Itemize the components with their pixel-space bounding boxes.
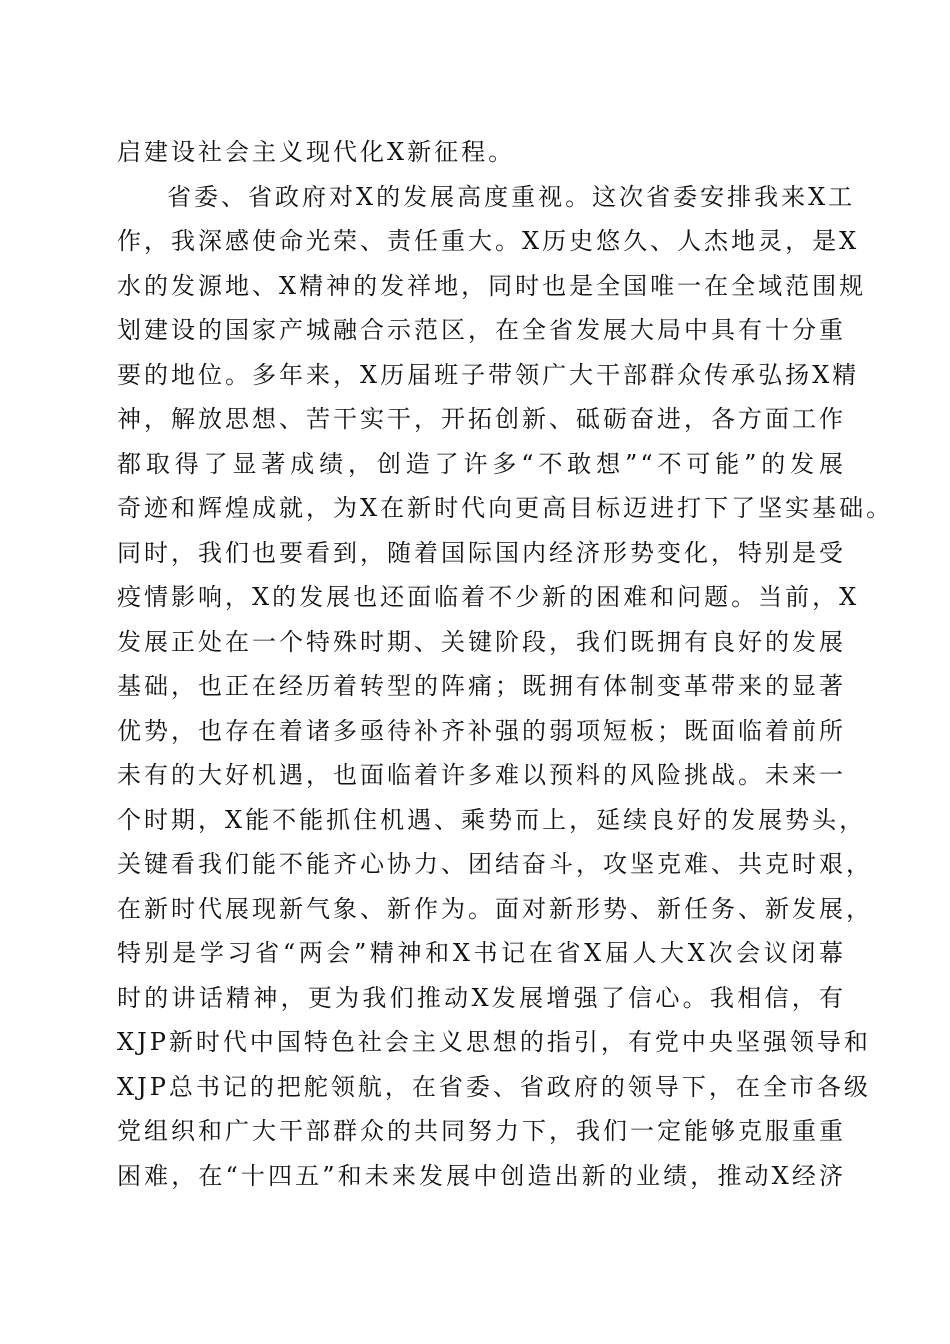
text-line: XJP总书记的把舵领航，在省委、省政府的领导下，在全市各级 bbox=[117, 1072, 871, 1101]
text-line: 时的讲话精神，更为我们推动X发展增强了信心。我相信，有 bbox=[117, 983, 846, 1012]
text-line: 关键看我们能不能齐心协力、团结奋斗，攻坚克难、共克时艰， bbox=[117, 850, 873, 878]
text-line: XJP新时代中国特色社会主义思想的指引，有党中央坚强领导和 bbox=[117, 1028, 871, 1056]
text-line: 水的发源地、X精神的发祥地，同时也是全国唯一在全域范围规 bbox=[117, 271, 867, 300]
text-line: 同时，我们也要看到，随着国际国内经济形势变化，特别是受 bbox=[117, 538, 846, 567]
text-line: 特别是学习省“两会”精神和X书记在省X届人大X次会议闭幕 bbox=[117, 939, 846, 967]
text-line: 优势，也存在着诸多亟待补齐补强的弱项短板；既面临着前所 bbox=[117, 716, 846, 745]
text-line: 在新时代展现新气象、新作为。面对新形势、新任务、新发展， bbox=[117, 894, 873, 923]
text-line: 都取得了显著成绩，创造了许多“不敢想”“不可能”的发展 bbox=[117, 449, 846, 478]
text-line: 作，我深感使命光荣、责任重大。X历史悠久、人杰地灵，是X bbox=[117, 227, 860, 255]
document-page bbox=[117, 132, 894, 1200]
text-line: 发展正处在一个特殊时期、关键阶段，我们既拥有良好的发展 bbox=[117, 627, 846, 656]
text-line: 奇迹和辉煌成就，为X在新时代向更高目标迈进打下了坚实基础。 bbox=[117, 494, 894, 522]
text-line: 党组织和广大干部群众的共同努力下，我们一定能够克服重重 bbox=[117, 1117, 846, 1145]
text-line: 神，解放思想、苦干实干，开拓创新、砥砺奋进，各方面工作 bbox=[117, 405, 846, 433]
text-line: 困难，在“十四五”和未来发展中创造出新的业绩，推动X经济 bbox=[117, 1161, 846, 1190]
text-line: 未有的大好机遇，也面临着许多难以预料的风险挑战。未来一 bbox=[117, 761, 846, 789]
paragraph-first-line: 省委、省政府对X的发展高度重视。这次省委安排我来X工 bbox=[167, 182, 856, 211]
text-line: 疫情影响，X的发展也还面临着不少新的困难和问题。当前，X bbox=[117, 583, 860, 611]
text-line: 启建设社会主义现代化X新征程。 bbox=[117, 138, 516, 166]
text-line: 划建设的国家产城融合示范区，在全省发展大局中具有十分重 bbox=[117, 316, 846, 344]
text-line: 个时期，X能不能抓住机遇、乘势而上，延续良好的发展势头， bbox=[117, 805, 867, 834]
text-line: 基础，也正在经历着转型的阵痛；既拥有体制变革带来的显著 bbox=[117, 672, 846, 700]
text-line: 要的地位。多年来，X历届班子带领广大干部群众传承弘扬X精 bbox=[117, 360, 860, 389]
